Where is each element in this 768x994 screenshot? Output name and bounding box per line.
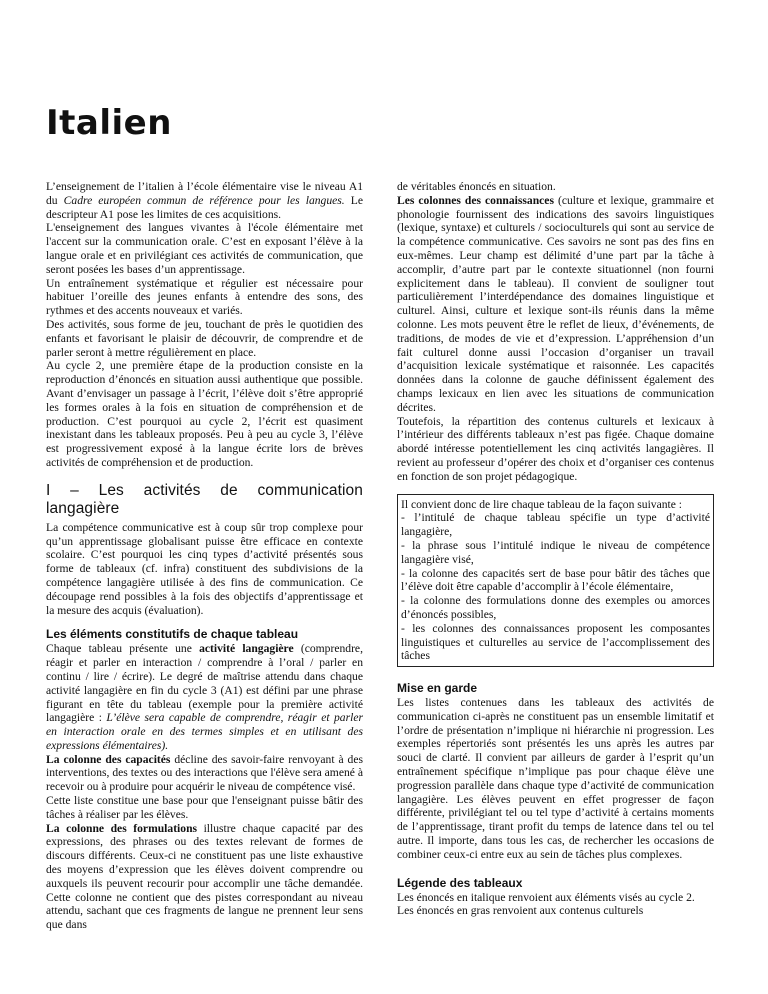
elements-paragraph-1 xyxy=(46,642,363,752)
legend-line: Les énoncés en italique renvoient aux éléments visés au cycle 2. xyxy=(397,890,695,904)
section-heading-legend: Légende des tableaux xyxy=(397,875,523,890)
box-line: - l’intitulé de chaque tableau spécifie un type d’activité langagière, xyxy=(401,511,710,539)
section-heading-elements: Les éléments constitutifs de chaque tableau xyxy=(46,627,299,642)
box-line: - les colonnes des connaissances proposent les composantes linguistiques et culturelles au service de l’accomplissement des tâches xyxy=(401,621,710,663)
box-line: - la colonne des capacités sert de base pour bâtir des tâches que l’élève doit être capable d’accomplir à l’école élémentaire, xyxy=(401,566,710,594)
elements-paragraph-2 xyxy=(46,753,363,794)
text-span: (comprendre, réagir et parler en interaction / comprendre à l’oral / parler en continu / lire / écrire). Le degré de maîtrise attendu dans chaque activité langagière en fin du cycle 3 (A1) est défini par une phrase figurant en tête du tableau (exemple pour la première activité langagière : xyxy=(46,642,363,725)
section-activities-text: La compétence communicative est à coup sûr trop complexe pour qu’un apprentissage globalisant puisse être efficace en contexte scolaire. C’est pourquoi les cinq types d’activité présentés sous forme de tableaux (cf. infra) constituent des subdivisions de la compétence langagière utilisée à des fins de communication. Ce découpage rend possibles à la fois des objectifs d’apprentissage et la mesure des acquis (évaluation). xyxy=(46,520,363,617)
intro-reference-italic: Cadre européen commun de référence pour les langues. xyxy=(63,193,345,207)
text-span: Chaque tableau présente une xyxy=(46,642,200,656)
page-title: Italien xyxy=(46,103,172,143)
warning-text: Les listes contenues dans les tableaux des activités de communication ci-après ne constituent pas un ensemble limitatif et l’ordre de présentation n’implique ni hiérarchie ni progression. Les exemples répertoriés sont présentés les uns après les autres par souci de clarté. Il convient par ailleurs de garder à l’esprit qu’un entraînement spécifique n’implique pas pour chaque élève une progression parallèle dans chaque type d’activité de communication langagière. Les élèves peuvent en effet progresser de façon différente, privilégiant tel ou tel type d’activité à certains moments de l’apprentissage, tirant profit du temps de latence dans tel ou tel autre. Il importe, dans tous les cas, de rechercher les occasions de combiner ceux-ci entre eux au sein de tâches plus complexes. xyxy=(397,696,714,861)
box-line: - la phrase sous l’intitulé indique le niveau de compétence langagière visé, xyxy=(401,538,710,566)
intro-paragraph-1 xyxy=(46,180,363,221)
legend-line: Les énoncés en gras renvoient aux contenus culturels xyxy=(397,904,644,918)
intro-text-end: Le descripteur A1 pose les limites de ces acquisitions. xyxy=(46,193,363,221)
elements-paragraph-3: Cette liste constitue une base pour que l'enseignant puisse bâtir des tâches à réaliser par les élèves. xyxy=(46,794,363,821)
bold-term: La colonne des capacités xyxy=(46,752,171,766)
box-line: - la colonne des formulations donne des exemples ou amorces d’énoncés possibles, xyxy=(401,594,710,621)
intro-paragraph-5: Au cycle 2, une première étape de la production consiste en la reproduction d’énoncés en situation aussi authentique que possible. Avant d’envisager un passage à l’écrit, l’élève doit s’être approprié les formes orales à la fois en situation de compréhension et de production. C’est pourquoi au cycle 2, l’écrit est quasiment inexistant dans les tableaux proposés. Peu à peu au cycle 3, l’élève est progressivement exposé à la langue écrite lors de brèves activités de compréhension et de production. xyxy=(46,359,363,469)
right-paragraph-1: de véritables énoncés en situation. xyxy=(397,180,556,193)
bold-term: Les colonnes des connaissances xyxy=(397,193,554,207)
italic-example: L’élève sera capable de comprendre, réagir et parler en interaction orale en des termes simples et en utilisant des expressions élémentaires). xyxy=(46,711,363,752)
bold-term: activité langagière xyxy=(199,642,294,656)
right-paragraph-2 xyxy=(397,194,714,415)
right-column xyxy=(397,180,714,918)
bold-term: La colonne des formulations xyxy=(46,821,198,835)
section-heading-warning: Mise en garde xyxy=(397,681,478,696)
box-line: Il convient donc de lire chaque tableau de la façon suivante : xyxy=(401,497,683,511)
elements-paragraph-4 xyxy=(46,822,363,932)
text-span: décline des savoir-faire renvoyant à des interventions, des textes ou des interactions que l'élève sera amené à recevoir ou à produire pour acquérir le niveau de compétence visé. xyxy=(46,752,363,794)
text-span: (culture et lexique, grammaire et phonologie fournissent des indications des savoirs linguistiques (lexique, syntaxe) et culturels / socioculturels qui sont au service de la compétence communicative. Ces savoirs ne sont pas des fins en eux-mêmes. Leur champ est délimité d’une part par la tâche à accomplir, d’autre part par le contexte situationnel (non fourni explicitement dans le tableau). Il convient de souligner tout particulièrement l’interdépendance des domaines linguistique et culturel. Ainsi, culture et lexique sont-ils réunis dans la même colonne. Les mots peuvent être le reflet de lieux, d’événements, de traditions, de modes de vie et d’expression. L’appréhension d’un fait culturel donne aussi l’occasion d’organiser un travail d’acquisition lexicale systématique et raisonnée. Les capacités données dans la colonne de gauche définissent également des champs lexicaux en lien avec les situations de communication décrites. xyxy=(397,193,714,414)
intro-paragraph-2: L'enseignement des langues vivantes à l'école élémentaire met l'accent sur la communication orale. C’est en exposant l’élève à la langue orale et en privilégiant ces activités de communication, que seront posées les bases d’un apprentissage. xyxy=(46,221,363,276)
section-heading-activities: I – Les activités de communication langagière xyxy=(46,481,363,517)
intro-text: L’enseignement de l’italien à l’école élémentaire vise le niveau A1 du xyxy=(46,180,363,207)
intro-paragraph-3: Un entraînement systématique et régulier est nécessaire pour habituer l’oreille des jeunes enfants à entendre des sons, des rythmes et des accents nouveaux et variés. xyxy=(46,276,363,318)
reading-guide-box xyxy=(397,494,714,668)
text-span: illustre chaque capacité par des expressions, des phrases ou des textes relevant de formes de discours différents. Ceux-ci ne constituent pas une liste exhaustive des moyens d’expression que les élèves doivent comprendre ou auxquels ils peuvent recourir pour accomplir une tâche demandée. Cette colonne ne contient que des pistes correspondant au niveau attendu, sachant que ces fragments de langue ne prennent leur sens que dans xyxy=(46,821,363,932)
left-column xyxy=(46,180,363,932)
right-paragraph-3: Toutefois, la répartition des contenus culturels et lexicaux à l’intérieur des différents tableaux n’est pas figée. Chaque domaine abordé intéresse potentiellement les cinq activités langagières. Il revient au professeur d’opérer des choix et d’organiser ces contenus en fonction de son projet pédagogique. xyxy=(397,414,714,483)
intro-paragraph-4: Des activités, sous forme de jeu, touchant de près le quotidien des enfants et favorisant le plaisir de découvrir, de comprendre et de parler seront à mettre régulièrement en place. xyxy=(46,317,363,359)
